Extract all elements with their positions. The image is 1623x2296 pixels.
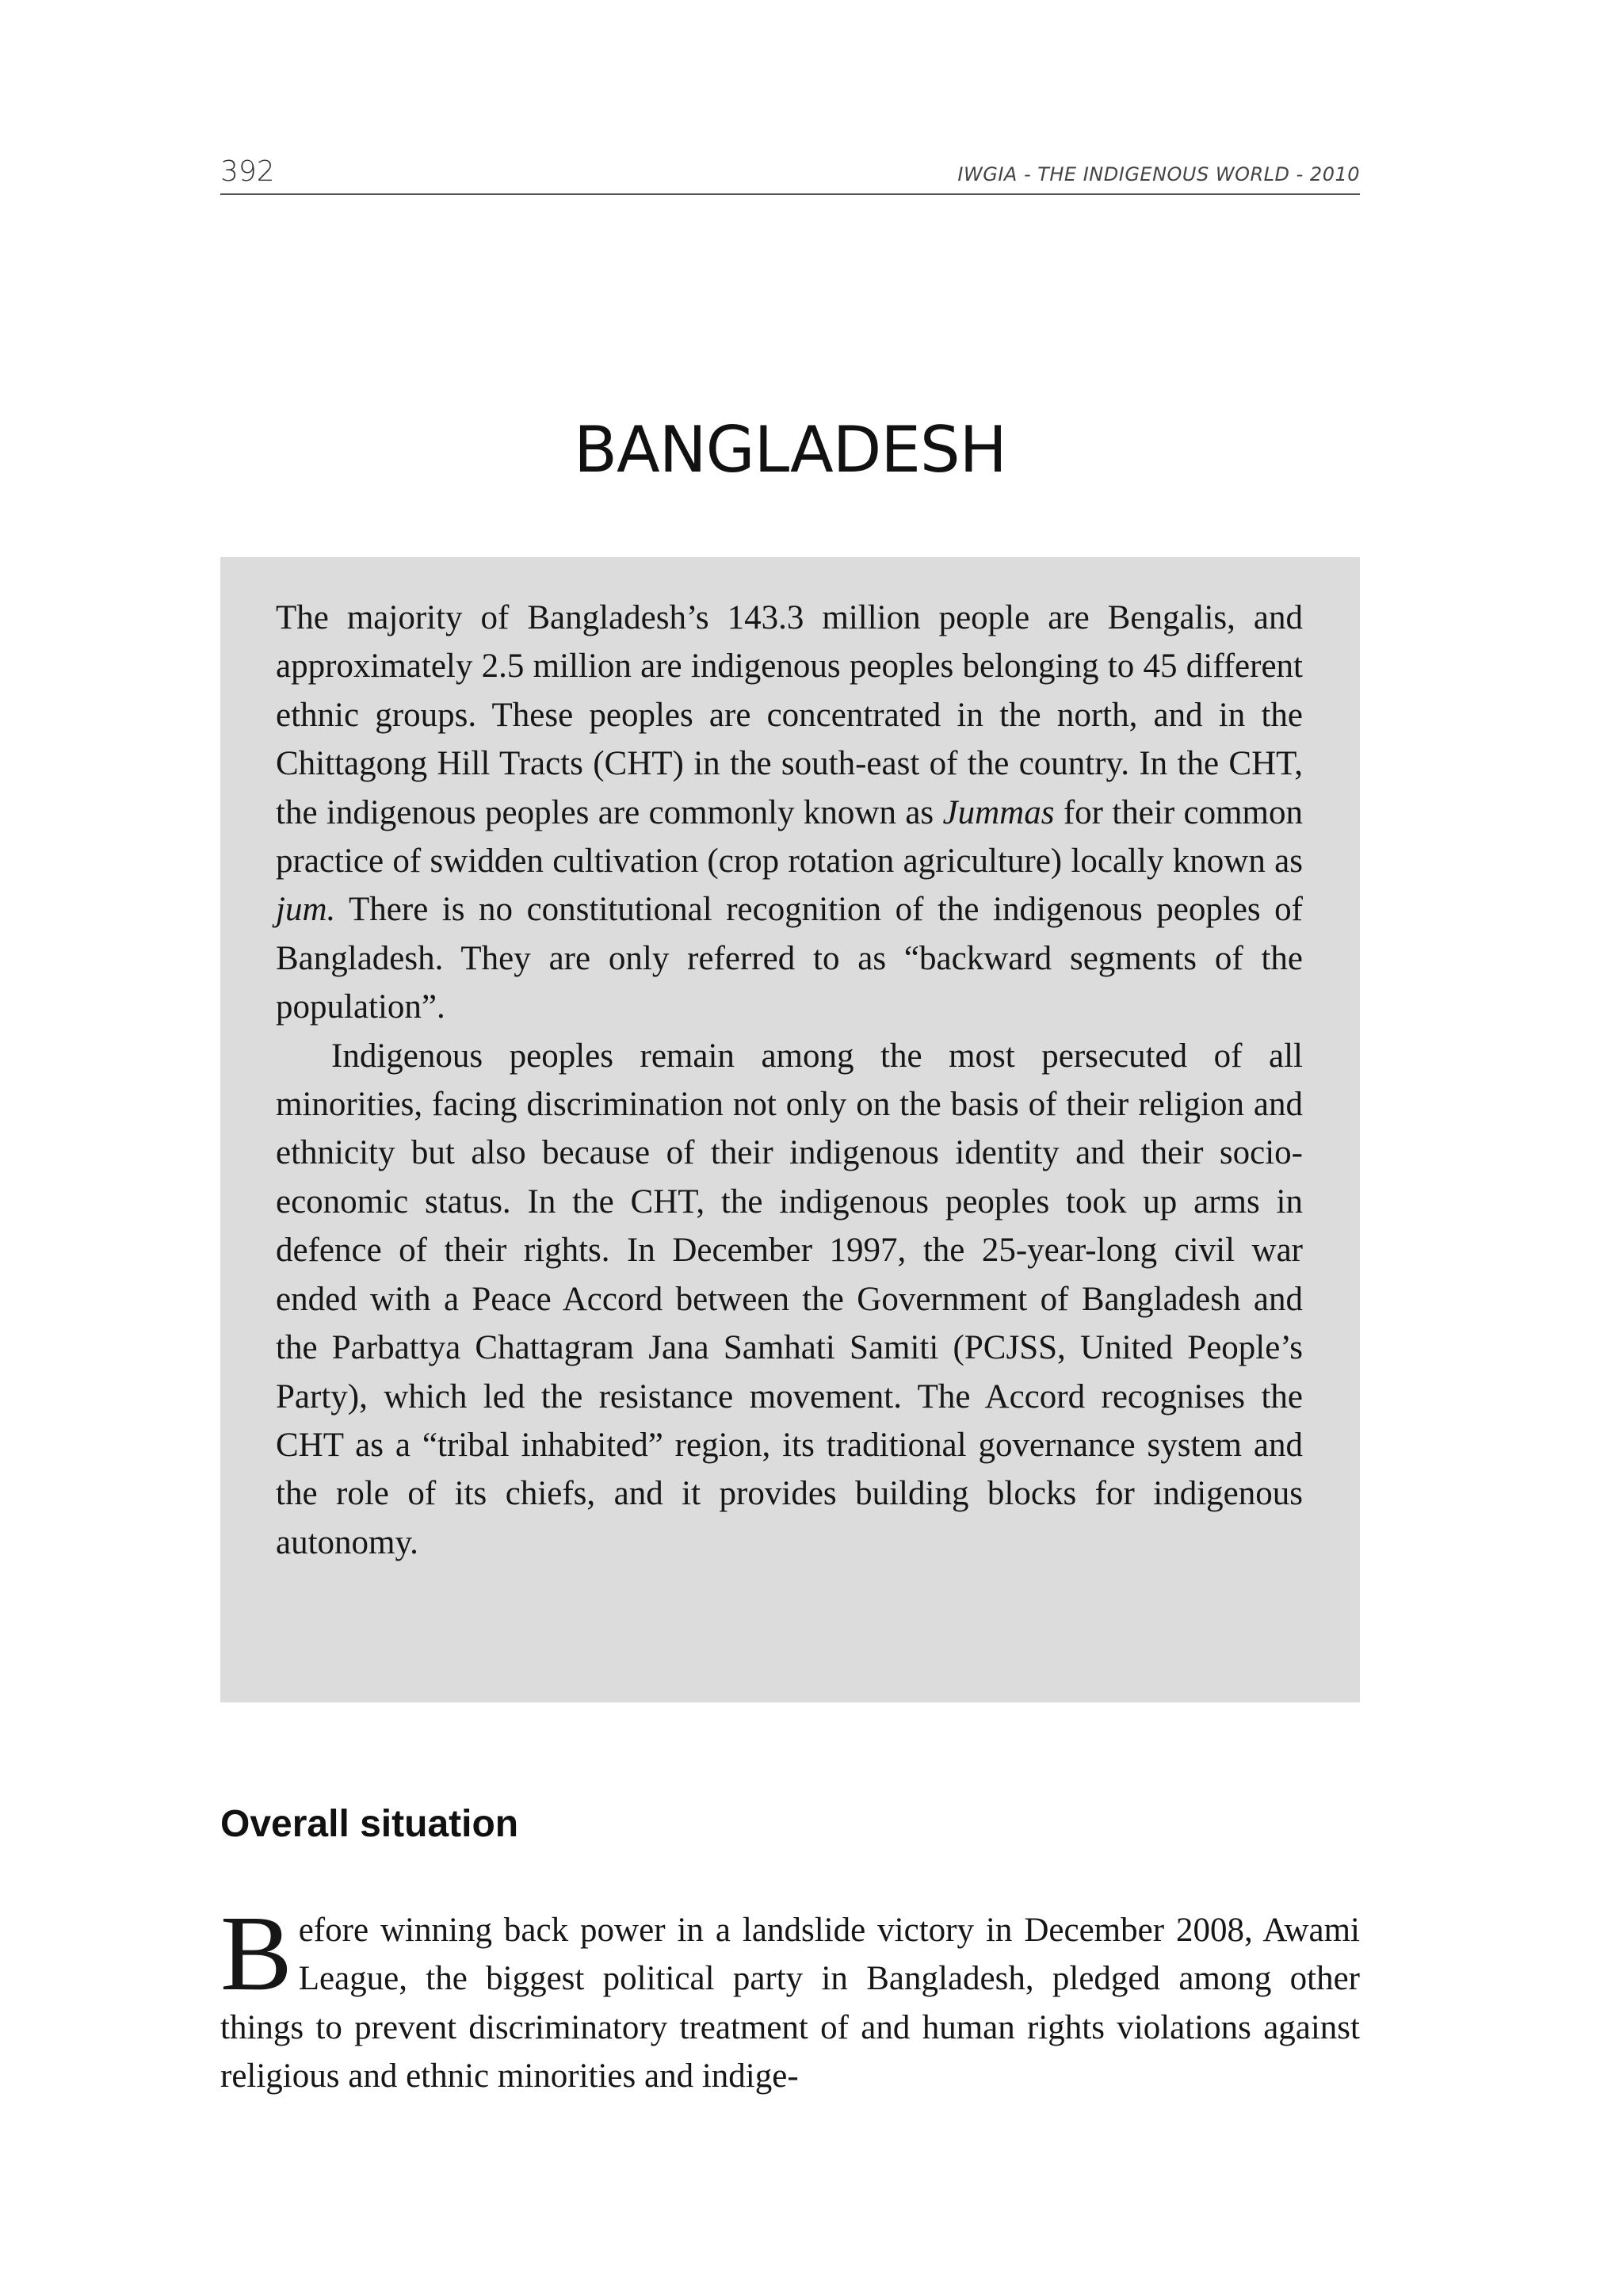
intro-paragraph-2: Indigenous peoples remain among the most persecuted of all minorities, facing discrimination not only on the basis of their religion and ethnicity but also because of their indigenous identity and their socio-economic status. In the CHT, the indigenous peoples took up arms in defence of their rights. In December 1997, the 25-year-long civil war ended with a Peace Accord between the Government of Bangladesh and the Parbattya Chattagram Jana Samhati Samiti (PCJSS, United People’s Party), which led the resistance movement. The Accord recognises the CHT as a “tribal inhabited” region, its traditional governance system and the role of its chiefs, and it provides building blocks for indigenous autonomy.: [276, 1037, 1303, 1561]
drop-cap: B: [220, 1894, 292, 2013]
page-header: [220, 152, 1360, 195]
intro-paragraph-1: The majority of Bangladesh’s 143.3 million people are Bengalis, and approximately 2.5 million are indigenous peoples belonging to 45 different ethnic groups. These peoples are concentrated in the north, and in the Chittagong Hill Tracts (CHT) in the south-east of the country. In the CHT, the indigenous peoples are commonly known as Jummas for their common practice of swidden cultivation (crop rotation agriculture) locally known as jum. There is no constitutional recognition of the indigenous peoples of Bangladesh. They are only referred to as “backward segments of the population”.: [276, 599, 1303, 1026]
page-number: 392: [220, 155, 275, 188]
term-jum: jum.: [276, 891, 336, 929]
intro-summary-box: [220, 557, 1360, 1702]
section-heading: Overall situation: [220, 1803, 519, 1845]
chapter-title: BANGLADESH: [574, 413, 1006, 487]
intro-text: [276, 594, 1303, 1567]
term-jummas: Jummas: [942, 793, 1055, 831]
body-paragraph: Before winning back power in a landslide victory in December 2008, Awami League, the biggest political party in Bangladesh, pledged among other things to prevent discriminatory treatment of and human rights violations against religious and ethnic minorities and indige-: [220, 1894, 1360, 2095]
running-title: IWGIA - THE INDIGENOUS WORLD - 2010: [957, 163, 1360, 185]
